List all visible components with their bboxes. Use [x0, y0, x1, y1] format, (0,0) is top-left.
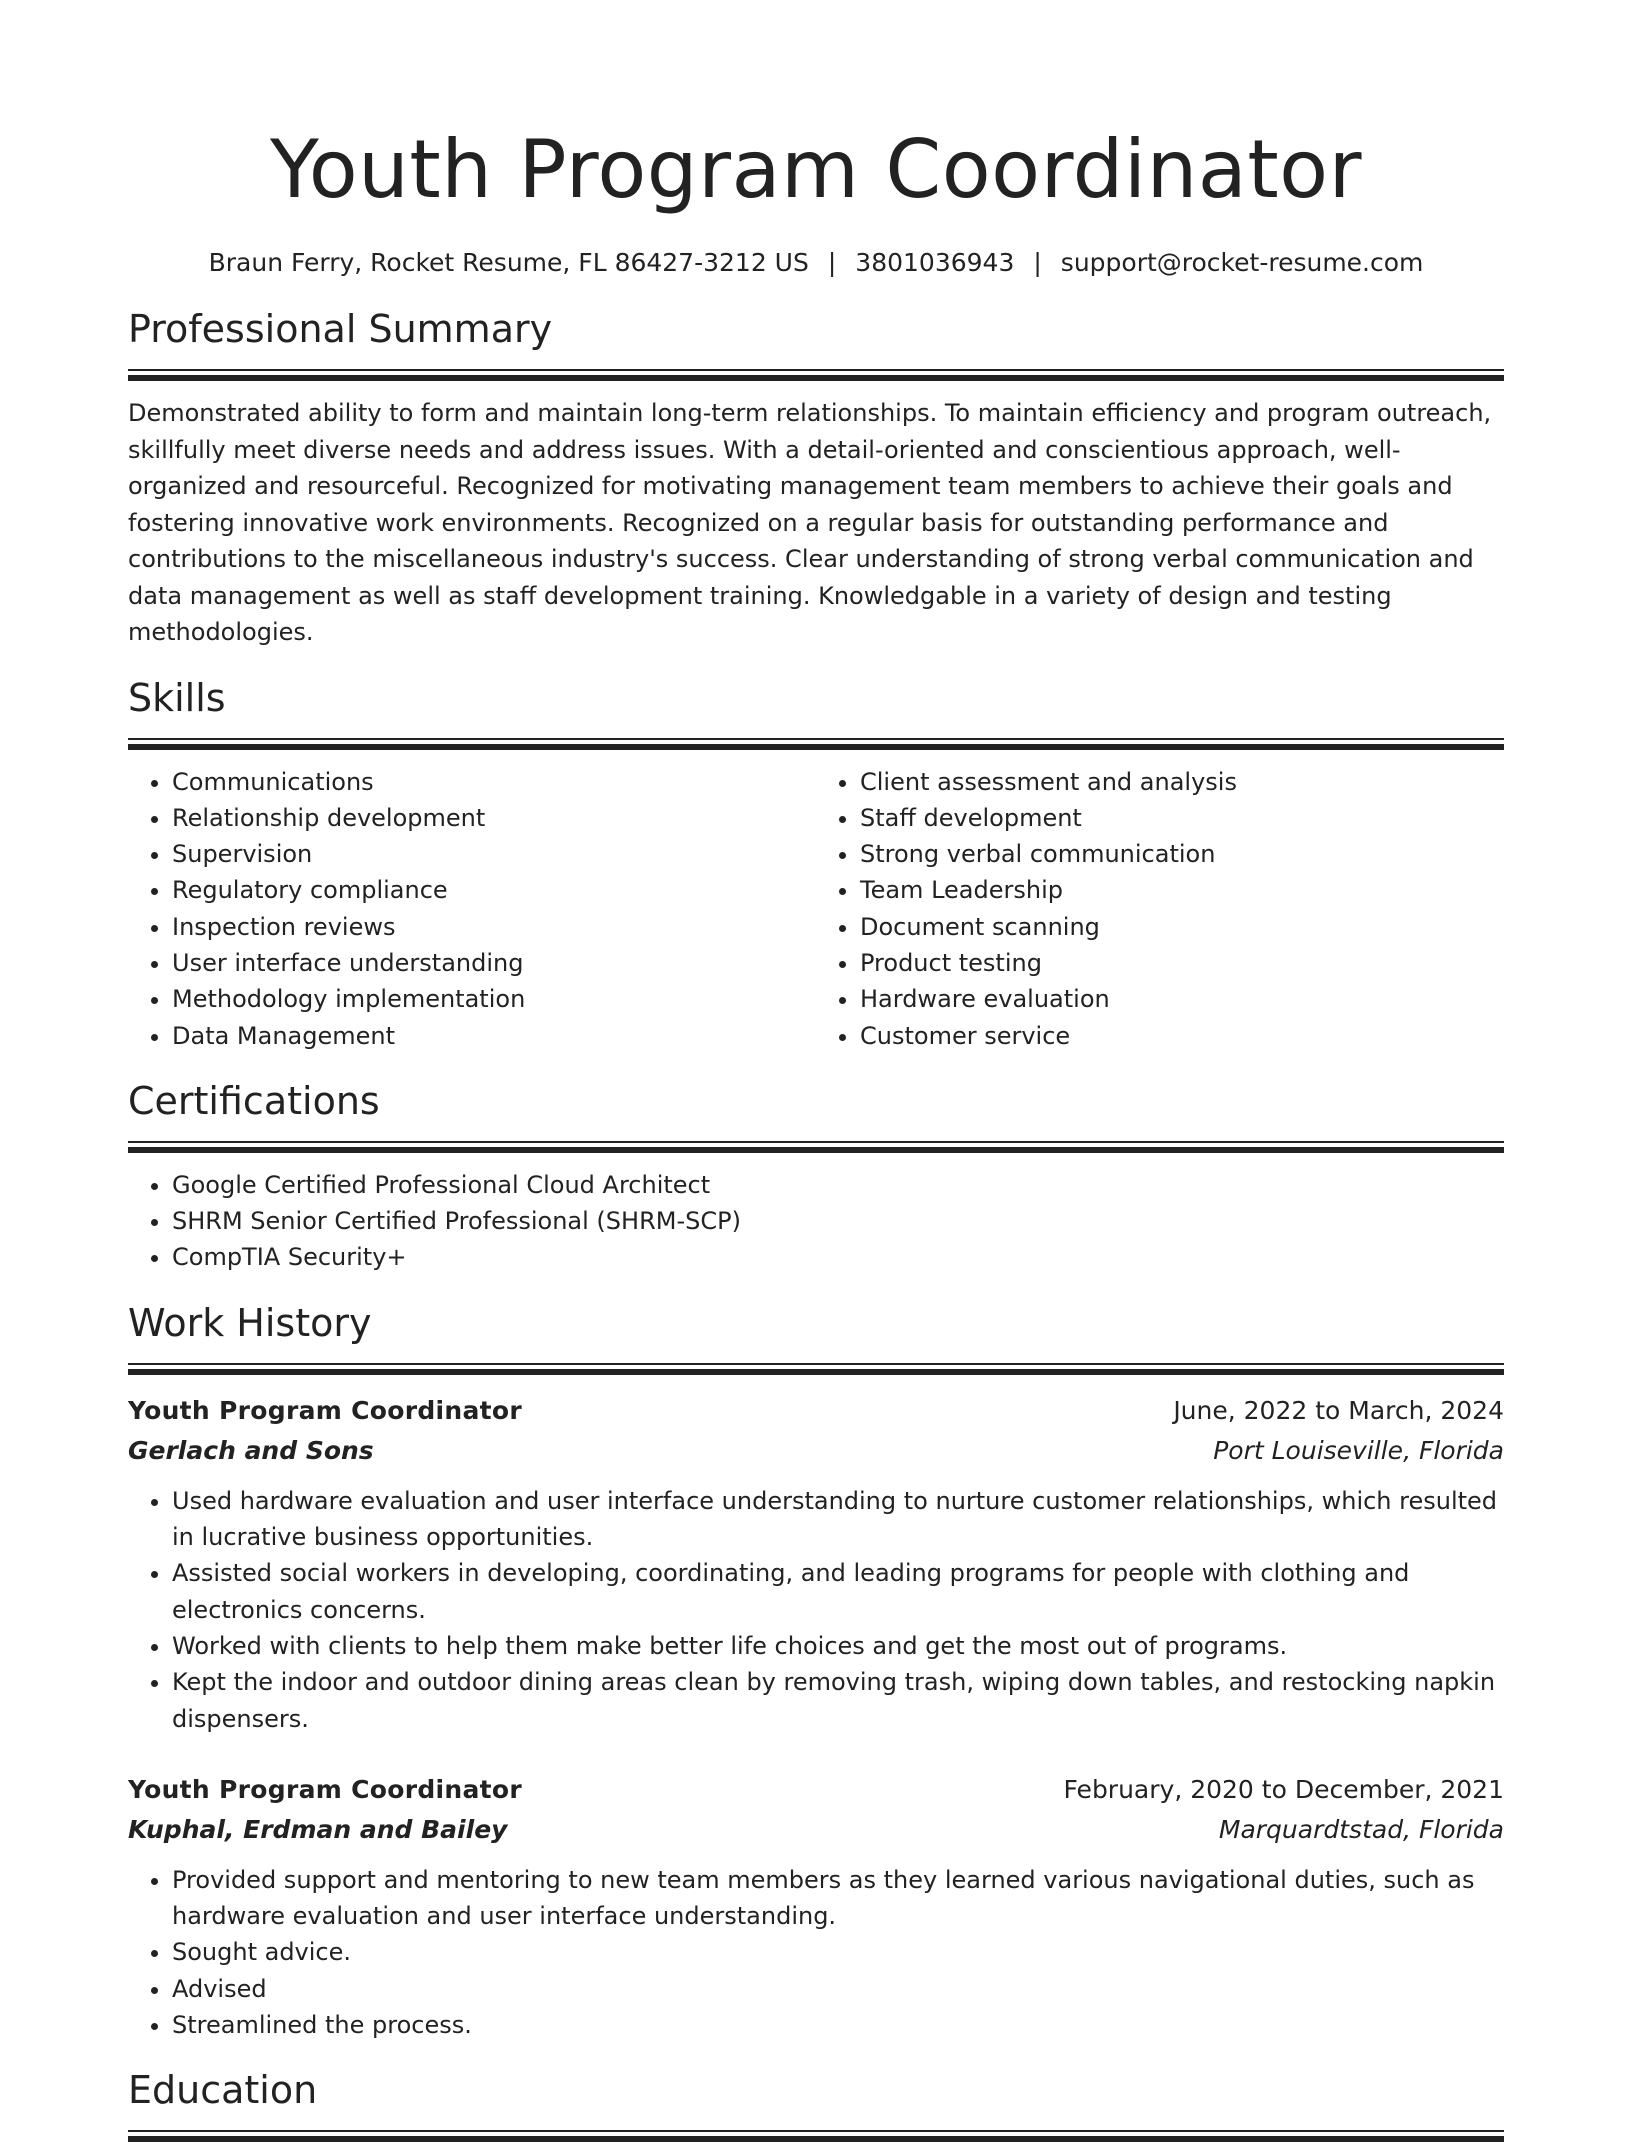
job-bullet: • Advised	[172, 1971, 1504, 2007]
contact-separator: |	[827, 248, 837, 277]
section-divider	[128, 738, 1504, 750]
job-dates: February, 2020 to December, 2021	[1063, 1774, 1504, 1804]
job-subheader	[128, 1431, 1504, 1471]
skill-item: • Product testing	[860, 945, 1504, 981]
certification-item: • SHRM Senior Certified Professional (SHRM-SCP)	[172, 1203, 1504, 1239]
job-header	[128, 1770, 1504, 1810]
job-title: Youth Program Coordinator	[128, 1774, 523, 1804]
skill-item: • Strong verbal communication	[860, 836, 1504, 872]
job-bullets	[128, 1862, 1504, 2043]
section-divider	[128, 1363, 1504, 1375]
skill-item: • User interface understanding	[172, 945, 816, 981]
job-bullet: • Worked with clients to help them make better life choices and get the most out of programs.	[172, 1628, 1504, 1664]
skills-section	[128, 673, 1504, 1054]
summary-text: Demonstrated ability to form and maintain long-term relationships. To maintain efficiency and program outreach, skillfully meet diverse needs and address issues. With a detail-oriented and conscientious approach, well-organized and resourceful. Recognized for motivating management team members to achieve their goals and fostering innovative work environments. Recognized on a regular basis for outstanding performance and contributions to the miscellaneous industry's success. Clear understanding of strong verbal communication and data management as well as staff development training. Knowledgable in a variety of design and testing methodologies.	[128, 399, 1492, 646]
job-header	[128, 1391, 1504, 1431]
job-entry	[128, 1770, 1504, 2043]
summary-section	[128, 304, 1504, 651]
work-history-section	[128, 1298, 1504, 2044]
section-title-summary: Professional Summary	[128, 307, 553, 351]
job-title: Youth Program Coordinator	[128, 1395, 523, 1425]
contact-address: Braun Ferry, Rocket Resume, FL 86427-3212 US	[208, 248, 809, 277]
section-title-certifications: Certifications	[128, 1078, 380, 1123]
job-bullets	[128, 1483, 1504, 1737]
certification-item: • Google Certified Professional Cloud Architect	[172, 1167, 1504, 1203]
skill-item: • Relationship development	[172, 800, 816, 836]
skill-item: • Methodology implementation	[172, 981, 816, 1017]
job-bullet: • Sought advice.	[172, 1934, 1504, 1970]
skill-item: • Customer service	[860, 1018, 1504, 1054]
certifications-section	[128, 1076, 1504, 1276]
skills-list-left	[128, 764, 816, 1054]
skill-item: • Hardware evaluation	[860, 981, 1504, 1017]
section-title-education: Education	[128, 2068, 318, 2113]
contact-separator: |	[1033, 248, 1042, 277]
job-location: Marquardtstad, Florida	[1218, 1814, 1504, 1844]
job-company: Gerlach and Sons	[128, 1435, 374, 1465]
contact-line	[128, 246, 1504, 280]
section-divider	[128, 1141, 1504, 1153]
job-dates: June, 2022 to March, 2024	[1173, 1395, 1504, 1425]
skill-item: • Document scanning	[860, 909, 1504, 945]
skill-item: • Data Management	[172, 1018, 816, 1054]
resume-name: Youth Program Coordinator	[269, 123, 1363, 216]
skill-item: • Team Leadership	[860, 872, 1504, 908]
skills-list-right	[816, 764, 1504, 1054]
job-bullet: • Streamlined the process.	[172, 2007, 1504, 2043]
skill-item: • Communications	[172, 764, 816, 800]
certification-item: • CompTIA Security+	[172, 1239, 1504, 1275]
skill-item: • Supervision	[172, 836, 816, 872]
skill-item: • Staff development	[860, 800, 1504, 836]
section-divider	[128, 2130, 1504, 2142]
skill-item: • Regulatory compliance	[172, 872, 816, 908]
education-section	[128, 2065, 1504, 2142]
job-entry	[128, 1391, 1504, 1737]
skills-columns	[128, 764, 1504, 1054]
section-title-work-history: Work History	[128, 1300, 372, 1345]
job-company: Kuphal, Erdman and Bailey	[128, 1814, 508, 1844]
section-title-skills: Skills	[128, 675, 226, 720]
skill-item: • Client assessment and analysis	[860, 764, 1504, 800]
certifications-list	[128, 1167, 1504, 1276]
contact-email: support@rocket-resume.com	[1060, 248, 1424, 277]
job-bullet: • Used hardware evaluation and user interface understanding to nurture customer relationships, which resulted in lucrative business opportunities.	[172, 1483, 1504, 1556]
contact-phone: 3801036943	[855, 248, 1015, 277]
skill-item: • Inspection reviews	[172, 909, 816, 945]
job-bullet: • Assisted social workers in developing, coordinating, and leading programs for people with clothing and electronics concerns.	[172, 1555, 1504, 1628]
job-bullet: • Provided support and mentoring to new team members as they learned various navigational duties, such as hardware evaluation and user interface understanding.	[172, 1862, 1504, 1935]
job-bullet: • Kept the indoor and outdoor dining areas clean by removing trash, wiping down tables, and restocking napkin dispensers.	[172, 1664, 1504, 1737]
section-divider	[128, 369, 1504, 381]
job-location: Port Louiseville, Florida	[1213, 1435, 1504, 1465]
job-subheader	[128, 1810, 1504, 1850]
